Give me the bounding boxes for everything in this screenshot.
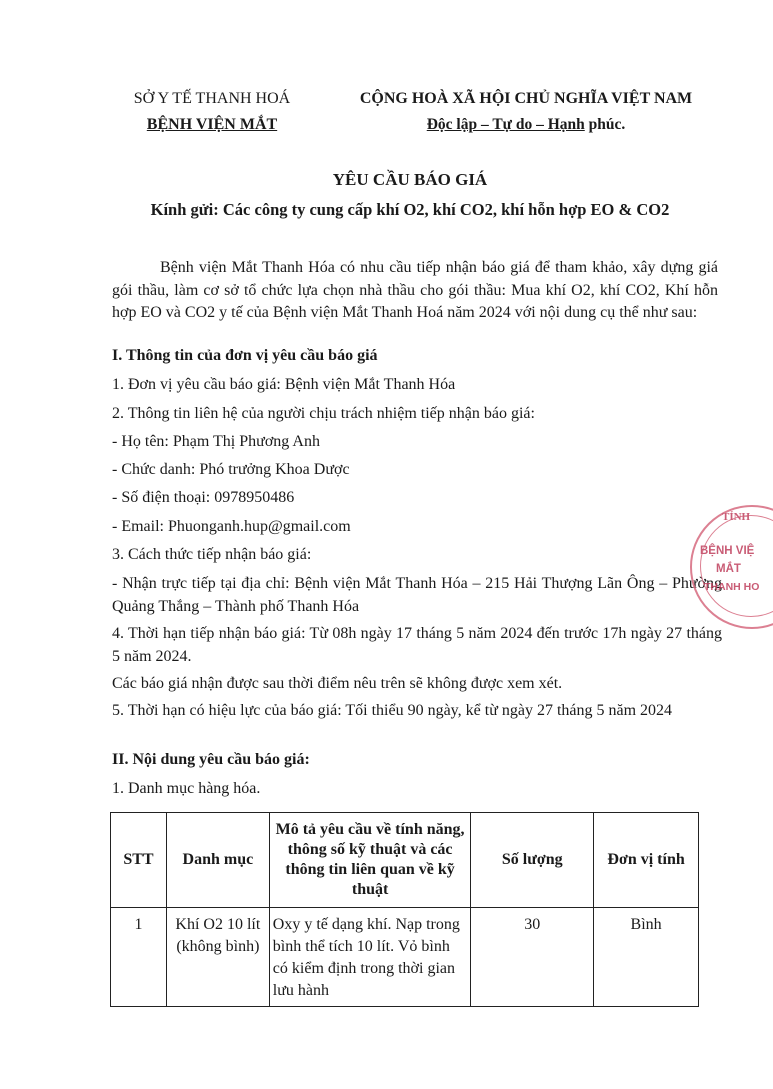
validity-period: 5. Thời hạn có hiệu lực của báo giá: Tối thiểu 90 ngày, kể từ ngày 27 tháng 5 năm 2024	[112, 702, 673, 719]
col-header-desc: Mô tả yêu cầu về tính năng, thông số kỹ thuật và các thông tin liên quan về kỹ thuật	[269, 813, 471, 908]
document-recipient: Kính gửi: Các công ty cung cấp khí O2, khí CO2, khí hỗn hợp EO & CO2	[150, 200, 670, 219]
cell-name: Khí O2 10 lít (không bình)	[166, 908, 269, 1007]
col-header-qty: Số lượng	[471, 813, 594, 908]
receive-address: - Nhận trực tiếp tại địa chỉ: Bệnh viện Mắt Thanh Hóa – 215 Hải Thượng Lãn Ông – Phường Quảng Thắng – Thành phố Thanh Hóa	[112, 575, 722, 615]
contact-info-heading: 2. Thông tin liên hệ của người chịu trách nhiệm tiếp nhận báo giá:	[112, 405, 535, 422]
national-header	[326, 86, 726, 138]
section2-heading: II. Nội dung yêu cầu báo giá:	[112, 751, 310, 768]
national-motto	[326, 112, 726, 138]
issuer-department: SỞ Y TẾ THANH HOÁ	[133, 90, 291, 107]
stamp-line3: THANH HO	[704, 581, 760, 593]
document-title: YÊU CẦU BÁO GIÁ	[332, 170, 488, 189]
cell-desc: Oxy y tế dạng khí. Nạp trong bình thể tích 10 lít. Vỏ bình có kiểm định trong thời gian lưu hành	[269, 908, 471, 1007]
cell-stt: 1	[111, 908, 167, 1007]
intro-paragraph: Bệnh viện Mắt Thanh Hóa có nhu cầu tiếp nhận báo giá để tham khảo, xây dựng giá gói thầu, làm cơ sở tổ chức lựa chọn nhà thầu cho gói thầu: Mua khí O2, khí CO2, Khí hỗn hợp EO và CO2 y tế của Bệnh viện Mắt Thanh Hoá năm 2024 với nội dung cụ thể như sau:	[112, 259, 718, 321]
cell-qty: 30	[471, 908, 594, 1007]
col-header-name: Danh mục	[166, 813, 269, 908]
contact-phone: - Số điện thoại: 0978950486	[112, 489, 295, 506]
receive-deadline: 4. Thời hạn tiếp nhận báo giá: Từ 08h ngày 17 tháng 5 năm 2024 đến trước 17h ngày 27 tháng 5 năm 2024.	[112, 625, 722, 665]
motto-rest: phúc.	[584, 116, 626, 133]
requester-unit: 1. Đơn vị yêu cầu báo giá: Bệnh viện Mắt Thanh Hóa	[112, 376, 456, 393]
table-header-row	[111, 813, 699, 908]
goods-table	[110, 812, 699, 1007]
receive-method-heading: 3. Cách thức tiếp nhận báo giá:	[112, 546, 312, 563]
national-title: CỘNG HOÀ XÃ HỘI CHỦ NGHĨA VIỆT NAM	[359, 90, 693, 107]
contact-email: - Email: Phuonganh.hup@gmail.com	[112, 518, 351, 535]
cell-unit: Bình	[594, 908, 699, 1007]
stamp-line2: MẮT	[716, 563, 741, 575]
col-header-stt: STT	[111, 813, 167, 908]
goods-list-heading: 1. Danh mục hàng hóa.	[112, 780, 261, 797]
issuer-block	[112, 86, 312, 138]
contact-name: - Họ tên: Phạm Thị Phương Anh	[112, 433, 320, 450]
table-row	[111, 908, 699, 1007]
late-note: Các báo giá nhận được sau thời điểm nêu trên sẽ không được xem xét.	[112, 675, 563, 692]
stamp-line1: BỆNH VIỆ	[700, 545, 755, 557]
col-header-unit: Đơn vị tính	[594, 813, 699, 908]
motto-underlined: Độc lập – Tự do – Hạnh	[426, 116, 585, 133]
stamp-top-text: TỈNH	[722, 511, 751, 523]
section1-heading: I. Thông tin của đơn vị yêu cầu báo giá	[112, 347, 378, 364]
contact-position: - Chức danh: Phó trưởng Khoa Dược	[112, 461, 350, 478]
issuer-hospital: BỆNH VIỆN MẮT	[146, 116, 278, 133]
